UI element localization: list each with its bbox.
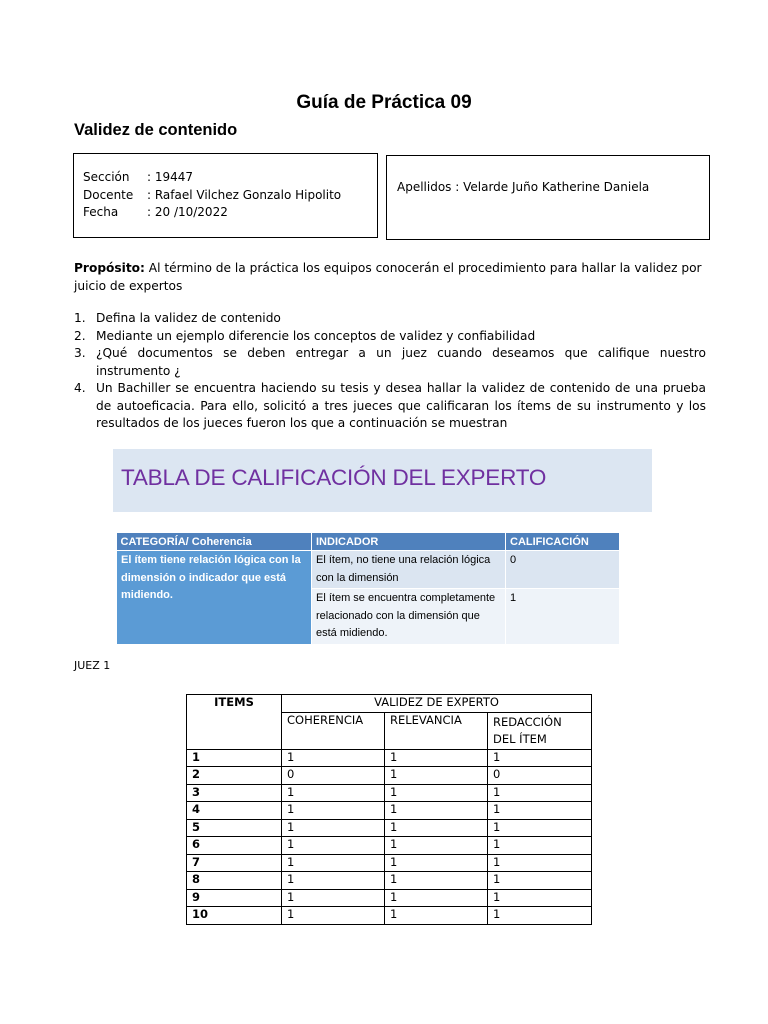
question-list — [74, 310, 706, 433]
list-item-number: 2. — [74, 328, 86, 343]
column-header: COHERENCIA — [282, 712, 385, 749]
list-item — [74, 380, 706, 433]
coherencia-cell: 1 — [282, 889, 385, 907]
redaccion-cell: 1 — [488, 749, 592, 767]
item-cell: 2 — [187, 767, 282, 785]
relevancia-cell: 1 — [385, 889, 488, 907]
relevancia-cell: 1 — [385, 837, 488, 855]
redaccion-cell: 1 — [488, 854, 592, 872]
rating-criteria-table — [116, 533, 620, 645]
list-item — [74, 328, 706, 346]
relevancia-cell: 1 — [385, 872, 488, 890]
item-cell: 1 — [187, 749, 282, 767]
rating-cell: 0 — [506, 551, 620, 589]
table-row — [187, 837, 592, 855]
docente-label: Docente — [83, 187, 134, 202]
relevancia-cell: 1 — [385, 767, 488, 785]
coherencia-cell: 1 — [282, 907, 385, 925]
redaccion-cell: 1 — [488, 837, 592, 855]
redaccion-cell: 1 — [488, 819, 592, 837]
coherencia-cell: 1 — [282, 802, 385, 820]
relevancia-cell: 1 — [385, 907, 488, 925]
item-cell: 9 — [187, 889, 282, 907]
fecha-row — [83, 204, 377, 222]
item-cell: 8 — [187, 872, 282, 890]
item-cell: 4 — [187, 802, 282, 820]
list-item-number: 3. — [74, 346, 86, 360]
proposito-label: Propósito: — [74, 261, 145, 275]
list-item — [74, 345, 706, 380]
redaccion-cell: 1 — [488, 907, 592, 925]
table-row — [187, 889, 592, 907]
redaccion-cell: 1 — [488, 872, 592, 890]
page-title: Guía de Práctica 09 — [296, 92, 472, 113]
column-header: CALIFICACIÓN — [506, 533, 620, 551]
relevancia-cell: 1 — [385, 854, 488, 872]
list-item-text: Mediante un ejemplo diferencie los conceptos de validez y confiabilidad — [96, 328, 536, 343]
judge-scores-table — [186, 694, 592, 925]
redaccion-cell: 1 — [488, 889, 592, 907]
items-header: ITEMS — [187, 695, 282, 750]
table-body — [187, 749, 592, 924]
list-item — [74, 310, 706, 328]
table-header-row — [117, 533, 620, 551]
docente-row — [83, 187, 377, 205]
table-row — [117, 551, 620, 589]
redaccion-cell: 1 — [488, 802, 592, 820]
item-cell: 10 — [187, 907, 282, 925]
apellidos-text: Apellidos : Velarde Juño Katherine Daniela — [397, 180, 650, 194]
coherencia-cell: 0 — [282, 767, 385, 785]
relevancia-cell: 1 — [385, 784, 488, 802]
fecha-label: Fecha — [83, 205, 119, 219]
expert-table-banner — [113, 449, 652, 512]
list-item-text: Un Bachiller se encuentra haciendo su tesis y desea hallar la validez de contenido de una prueba de autoeficacia. Para ello, solicitó a tres jueces que calificaran los ítems de su instrumento y los resultados de los jueces fueron los que a continuación se muestran — [96, 381, 706, 430]
coherencia-cell: 1 — [282, 784, 385, 802]
table-header-row — [187, 695, 592, 713]
column-header: REDACCIÓN DEL ÍTEM — [488, 712, 592, 749]
coherencia-cell: 1 — [282, 854, 385, 872]
coherencia-cell: 1 — [282, 819, 385, 837]
list-item-text: Defina la validez de contenido — [96, 311, 281, 325]
item-cell: 6 — [187, 837, 282, 855]
page-subtitle: Validez de contenido — [74, 121, 238, 139]
table-row — [187, 872, 592, 890]
rating-cell: 1 — [506, 589, 620, 645]
category-cell: El ítem tiene relación lógica con la dimensión o indicador que está midiendo. — [117, 551, 312, 645]
proposito-text: Al término de la práctica los equipos conocerán el procedimiento para hallar la validez por juicio de expertos — [74, 261, 702, 293]
judge-label: JUEZ 1 — [74, 659, 111, 672]
student-info-box — [386, 155, 710, 240]
seccion-label: Sección — [83, 170, 130, 184]
coherencia-cell: 1 — [282, 872, 385, 890]
item-cell: 7 — [187, 854, 282, 872]
relevancia-cell: 1 — [385, 749, 488, 767]
relevancia-cell: 1 — [385, 802, 488, 820]
fecha-value: : 20 /10/2022 — [147, 205, 228, 219]
table-row — [187, 802, 592, 820]
indicator-cell: El ítem se encuentra completamente relacionado con la dimensión que está midiendo. — [312, 589, 506, 645]
table-row — [187, 767, 592, 785]
column-header: INDICADOR — [312, 533, 506, 551]
course-info-box — [73, 153, 378, 238]
table-row — [187, 784, 592, 802]
column-header: CATEGORÍA/ Coherencia — [117, 533, 312, 551]
group-header: VALIDEZ DE EXPERTO — [282, 695, 592, 713]
banner-title: TABLA DE CALIFICACIÓN DEL EXPERTO — [121, 465, 547, 490]
item-cell: 3 — [187, 784, 282, 802]
redaccion-cell: 1 — [488, 784, 592, 802]
seccion-value: : 19447 — [147, 170, 194, 184]
indicator-cell: El ítem, no tiene una relación lógica con la dimensión — [312, 551, 506, 589]
redaccion-cell: 0 — [488, 767, 592, 785]
table-row — [187, 854, 592, 872]
list-item-number: 1. — [74, 311, 86, 325]
list-item-number: 4. — [74, 381, 86, 395]
coherencia-cell: 1 — [282, 837, 385, 855]
list-item-text: ¿Qué documentos se deben entregar a un juez cuando deseamos que califique nuestro instrumento ¿ — [96, 346, 706, 378]
relevancia-cell: 1 — [385, 819, 488, 837]
table-row — [187, 907, 592, 925]
proposito-paragraph — [74, 260, 706, 295]
table-row — [187, 819, 592, 837]
docente-value: : Rafael Vilchez Gonzalo Hipolito — [147, 187, 342, 202]
item-cell: 5 — [187, 819, 282, 837]
coherencia-cell: 1 — [282, 749, 385, 767]
column-header: RELEVANCIA — [385, 712, 488, 749]
table-row — [187, 749, 592, 767]
seccion-row — [83, 169, 377, 187]
